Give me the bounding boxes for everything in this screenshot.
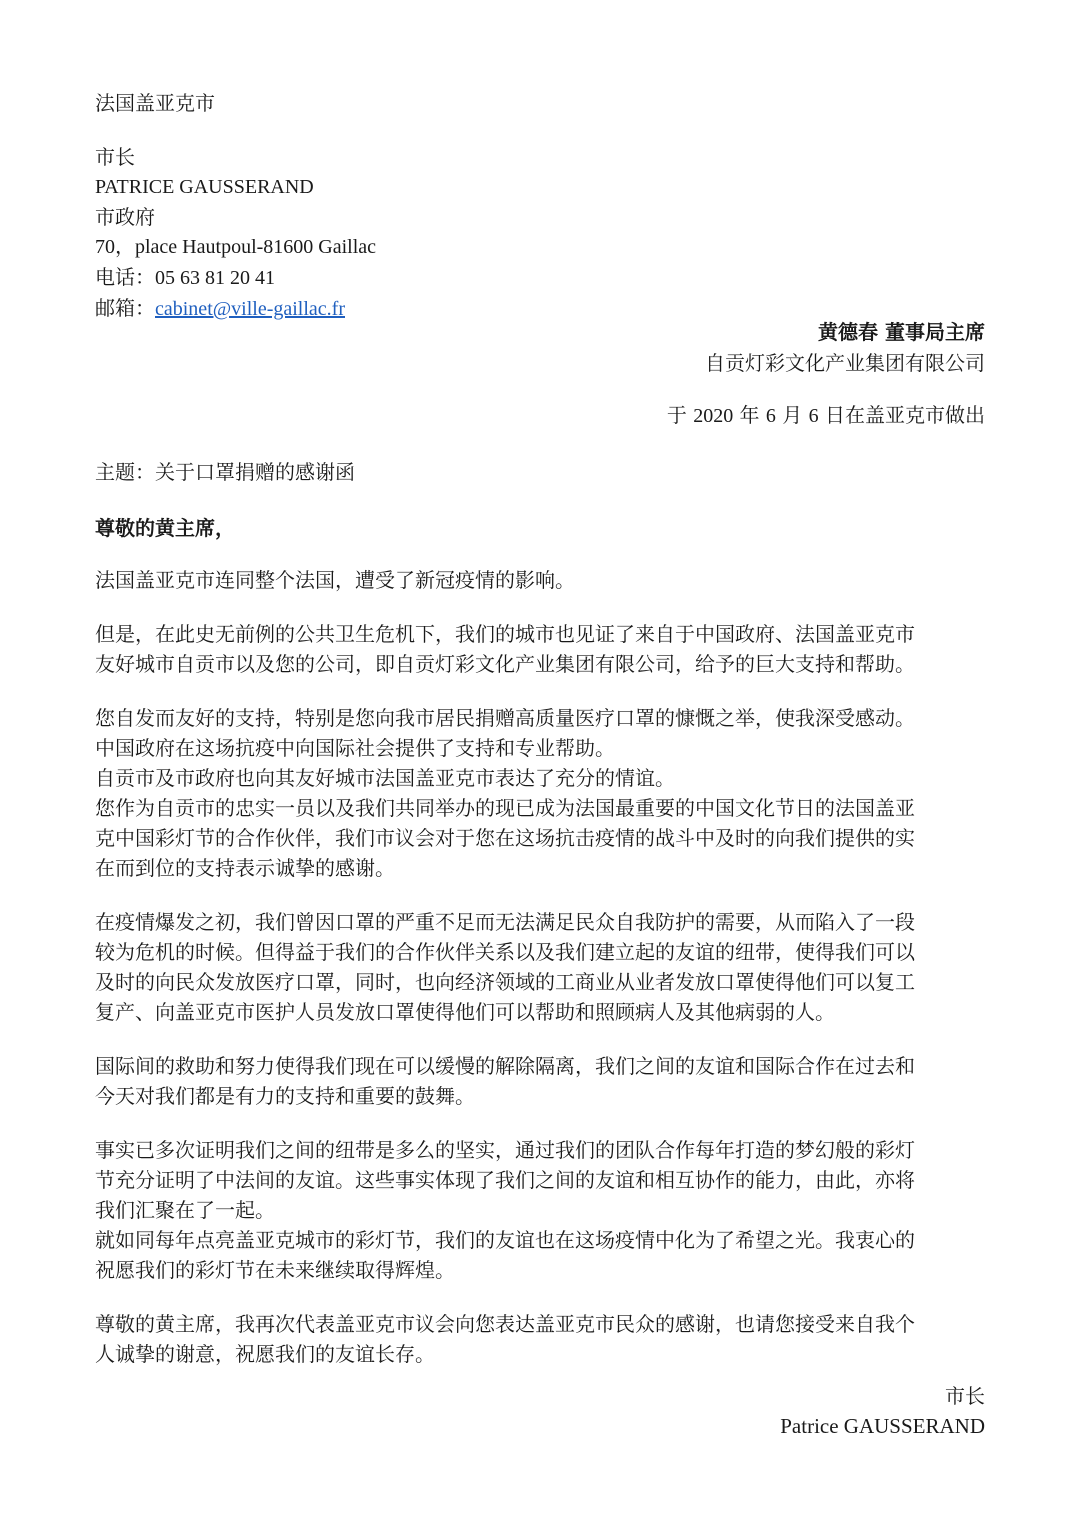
email-label: 邮箱：: [95, 296, 155, 320]
sender-address: 70，place Hautpoul-81600 Gaillac: [95, 236, 377, 258]
signature-block: [780, 1381, 985, 1441]
body-line: 但是，在此史无前例的公共卫生危机下，我们的城市也见证了来自于中国政府、法国盖亚克市: [95, 622, 915, 646]
date-month: 6: [765, 405, 776, 427]
body-paragraph: [95, 703, 990, 883]
body-line: 自贡市及市政府也向其友好城市法国盖亚克市表达了充分的情谊。: [95, 766, 675, 790]
sender-city: 法国盖亚克市: [95, 91, 215, 115]
body-line: 尊敬的黄主席，我再次代表盖亚克市议会向您表达盖亚克市民众的感谢，也请您接受来自我个: [95, 1312, 915, 1336]
body-line: 您自发而友好的支持，特别是您向我市居民捐赠高质量医疗口罩的慷慨之举，使我深受感动。: [95, 706, 915, 730]
recipient-name: 黄德春 董事局主席: [818, 320, 985, 344]
body-line: 人诚挚的谢意，祝愿我们的友谊长存。: [95, 1342, 435, 1366]
signature-name: Patrice GAUSSERAND: [780, 1414, 985, 1438]
body-line: 友好城市自贡市以及您的公司，即自贡灯彩文化产业集团有限公司，给予的巨大支持和帮助。: [95, 652, 915, 676]
phone-number: 05 63 81 20 41: [155, 267, 275, 289]
date-year: 2020: [693, 405, 734, 427]
body-line: 法国盖亚克市连同整个法国，遭受了新冠疫情的影响。: [95, 568, 575, 592]
body-line: 在而到位的支持表示诚挚的感谢。: [95, 856, 395, 880]
recipient-company: 自贡灯彩文化产业集团有限公司: [705, 351, 985, 375]
body-paragraph: [95, 1051, 990, 1111]
body-paragraph: [95, 1135, 990, 1285]
body-paragraph: [95, 565, 990, 595]
sender-office: 市政府: [95, 205, 155, 229]
date-prefix: 于: [666, 403, 694, 427]
body-line: 复产、向盖亚克市医护人员发放口罩使得他们可以帮助和照顾病人及其他病弱的人。: [95, 1000, 835, 1024]
body-line: 祝愿我们的彩灯节在未来继续取得辉煌。: [95, 1258, 455, 1282]
body-line: 事实已多次证明我们之间的纽带是多么的坚实，通过我们的团队合作每年打造的梦幻般的彩灯: [95, 1138, 915, 1162]
body-paragraph: [95, 1309, 990, 1369]
date-year-unit: 年: [733, 403, 766, 427]
letter-greeting: 尊敬的黄主席，: [95, 516, 235, 540]
body-paragraph: [95, 619, 990, 679]
body-line: 国际间的救助和努力使得我们现在可以缓慢的解除隔离，我们之间的友谊和国际合作在过去和: [95, 1054, 915, 1078]
sender-block: [95, 88, 376, 324]
letter-subject: 主题：关于口罩捐赠的感谢函: [95, 460, 355, 484]
body-line: 中国政府在这场抗疫中向国际社会提供了支持和专业帮助。: [95, 736, 615, 760]
date-month-unit: 月: [775, 403, 809, 427]
body-line: 及时的向民众发放医疗口罩，同时，也向经济领域的工商业从业者发放口罩使得他们可以复工: [95, 970, 915, 994]
signature-title: 市长: [945, 1384, 985, 1408]
email-link[interactable]: cabinet@ville-gaillac.fr: [155, 298, 345, 320]
sender-name: PATRICE GAUSSERAND: [95, 176, 314, 198]
body-line: 今天对我们都是有力的支持和重要的鼓舞。: [95, 1084, 475, 1108]
body-paragraph: [95, 907, 990, 1027]
body-line: 较为危机的时候。但得益于我们的合作伙伴关系以及我们建立起的友谊的纽带，使得我们可以: [95, 940, 915, 964]
recipient-block: [705, 317, 985, 379]
date-day: 6: [808, 405, 819, 427]
body-line: 就如同每年点亮盖亚克城市的彩灯节，我们的友谊也在这场疫情中化为了希望之光。我衷心的: [95, 1228, 915, 1252]
sender-email: [95, 293, 376, 324]
body-line: 在疫情爆发之初，我们曾因口罩的严重不足而无法满足民众自我防护的需要，从而陷入了一段: [95, 910, 915, 934]
body-line: 克中国彩灯节的合作伙伴，我们市议会对于您在这场抗击疫情的战斗中及时的向我们提供的实: [95, 826, 915, 850]
date-suffix: 日在盖亚克市做出: [818, 403, 985, 427]
letter-body: [95, 565, 990, 1393]
body-line: 节充分证明了中法间的友谊。这些事实体现了我们之间的友谊和相互协作的能力，由此，亦将: [95, 1168, 915, 1192]
sender-title: 市长: [95, 145, 135, 169]
body-line: 我们汇聚在了一起。: [95, 1198, 275, 1222]
phone-label: 电话：: [95, 265, 155, 289]
sender-phone: [95, 262, 376, 293]
letter-date: [667, 399, 985, 428]
body-line: 您作为自贡市的忠实一员以及我们共同举办的现已成为法国最重要的中国文化节日的法国盖亚: [95, 796, 915, 820]
